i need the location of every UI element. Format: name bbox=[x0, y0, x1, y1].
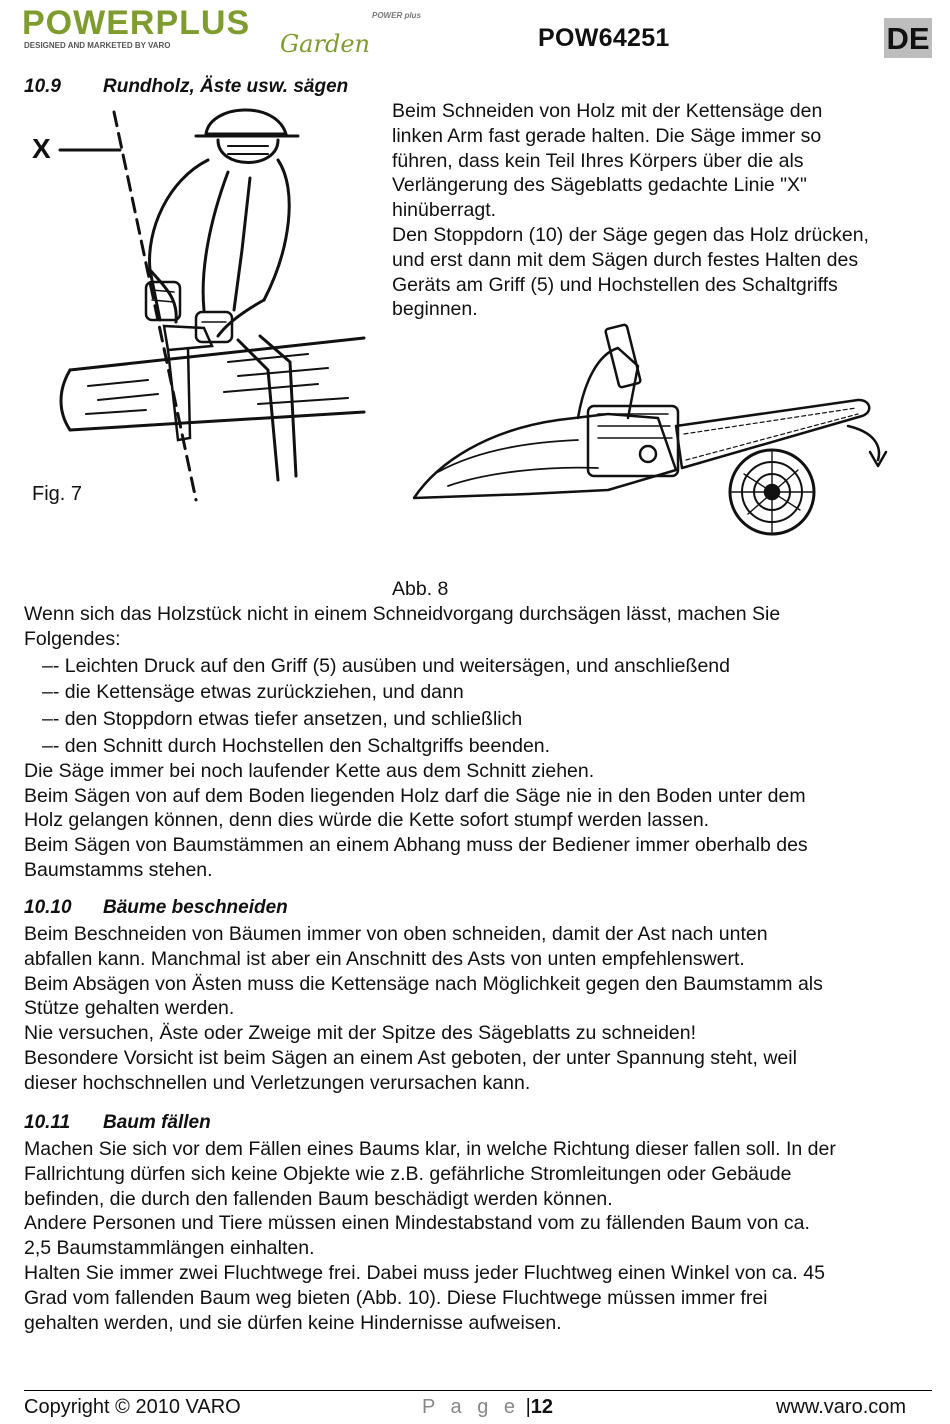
paragraph-line: Wenn sich das Holzstück nicht in einem Schneidvorgang durchsägen lässt, machen Sie bbox=[24, 603, 781, 625]
section-title: Rundholz, Äste usw. sägen bbox=[103, 76, 349, 97]
paragraph-line: beginnen. bbox=[392, 298, 478, 321]
paragraph-line: Den Stoppdorn (10) der Säge gegen das Holz drücken, bbox=[392, 223, 869, 246]
section-heading-10-9 bbox=[24, 76, 348, 98]
paragraph-line: Beim Schneiden von Holz mit der Kettensäge den bbox=[392, 100, 823, 122]
paragraph-line: dieser hochschnellen und Verletzungen verursachen kann. bbox=[24, 1071, 531, 1094]
paragraph-line: Beim Sägen von auf dem Boden liegenden Holz darf die Säge nie in den Boden unter dem bbox=[24, 784, 806, 807]
section-10-10-body bbox=[24, 922, 932, 1096]
paragraph-line: Besondere Vorsicht ist beim Sägen an einem Ast geboten, der unter Spannung steht, weil bbox=[24, 1046, 797, 1069]
paragraph-line: Machen Sie sich vor dem Fällen eines Baums klar, in welche Richtung dieser fallen soll. In der bbox=[24, 1138, 836, 1160]
paragraph-line: Folgendes: bbox=[24, 627, 121, 650]
language-badge: DE bbox=[884, 18, 932, 58]
footer-divider bbox=[24, 1390, 932, 1391]
footer-website-link[interactable]: www.varo.com bbox=[776, 1396, 907, 1418]
figure-8-caption: Abb. 8 bbox=[392, 578, 449, 600]
page-label: P a g e bbox=[422, 1396, 521, 1418]
section-number: 10.9 bbox=[24, 76, 61, 97]
powerplus-garden-logo bbox=[22, 4, 422, 56]
list-item: –- die Kettensäge etwas zurückziehen, und dann bbox=[42, 681, 464, 704]
paragraph-line: 2,5 Baumstammlängen einhalten. bbox=[24, 1237, 315, 1260]
page-number: 12 bbox=[530, 1396, 554, 1418]
section-heading-10-10 bbox=[24, 897, 288, 919]
section-title: Bäume beschneiden bbox=[103, 897, 288, 918]
footer-page-indicator bbox=[422, 1396, 553, 1419]
model-number: POW64251 bbox=[538, 24, 670, 52]
section-heading-10-11 bbox=[24, 1112, 211, 1134]
paragraph-line: befinden, die durch den fallenden Baum beschädigt werden können. bbox=[24, 1187, 613, 1210]
brand-badge: POWER plus bbox=[372, 11, 421, 20]
line-x-marker: X bbox=[32, 133, 51, 164]
section-title: Baum fällen bbox=[103, 1112, 211, 1133]
section-10-11-body bbox=[24, 1137, 932, 1335]
paragraph-line: Beim Beschneiden von Bäumen immer von oben schneiden, damit der Ast nach unten bbox=[24, 923, 768, 945]
paragraph-line: und erst dann mit dem Sägen durch festes Halten des bbox=[392, 248, 859, 271]
paragraph-line: hinüberragt. bbox=[392, 199, 497, 222]
paragraph-line: Holz gelangen können, denn dies würde die Kette sofort stumpf werden lassen. bbox=[24, 809, 710, 832]
paragraph-line: gehalten werden, und sie dürfen keine Hindernisse aufweisen. bbox=[24, 1311, 562, 1334]
paragraph-line: Beim Absägen von Ästen muss die Kettensäge nach Möglichkeit gegen den Baumstamm als bbox=[24, 972, 823, 995]
page-separator: | bbox=[525, 1396, 531, 1418]
paragraph-line: abfallen kann. Manchmal ist aber ein Anschnitt des Asts von unten empfehlenswert. bbox=[24, 947, 745, 970]
paragraph-line: führen, dass kein Teil Ihres Körpers über die als bbox=[392, 149, 804, 172]
brand-secondary: Garden bbox=[280, 30, 370, 56]
paragraph-line: Grad vom fallenden Baum weg bieten (Abb. 10). Diese Fluchtwege müssen immer frei bbox=[24, 1286, 768, 1309]
figure-8-illustration bbox=[408, 322, 928, 537]
list-item: –- den Stoppdorn etwas tiefer ansetzen, und schließlich bbox=[42, 708, 523, 731]
paragraph-line: Baumstamms stehen. bbox=[24, 858, 213, 881]
list-item: –- den Schnitt durch Hochstellen den Schaltgriffs beenden. bbox=[42, 734, 551, 757]
figure-7-label: Fig. 7 bbox=[32, 483, 83, 505]
list-item: –- Leichten Druck auf den Griff (5) ausüben und weitersägen, und anschließend bbox=[42, 654, 730, 677]
paragraph-line: Die Säge immer bei noch laufender Kette aus dem Schnitt ziehen. bbox=[24, 759, 595, 782]
section-number: 10.11 bbox=[24, 1112, 71, 1133]
section-number: 10.10 bbox=[24, 897, 72, 918]
section-10-9-intro bbox=[392, 99, 932, 322]
paragraph-line: Beim Sägen von Baumstämmen an einem Abhang muss der Bediener immer oberhalb des bbox=[24, 834, 808, 857]
paragraph-line: Stütze gehalten werden. bbox=[24, 997, 235, 1020]
brand-primary: POWERPLUS bbox=[22, 4, 251, 42]
brand-tagline: DESIGNED AND MARKETED BY VARO bbox=[24, 41, 171, 50]
paragraph-line: Halten Sie immer zwei Fluchtwege frei. Dabei muss jeder Fluchtweg einen Winkel von ca. 45 bbox=[24, 1261, 825, 1284]
paragraph-line: Andere Personen und Tiere müssen einen Mindestabstand vom zu fällenden Baum von ca. bbox=[24, 1212, 810, 1235]
paragraph-line: linken Arm fast gerade halten. Die Säge immer so bbox=[392, 124, 822, 147]
paragraph-line: Nie versuchen, Äste oder Zweige mit der Spitze des Sägeblatts zu schneiden! bbox=[24, 1022, 697, 1045]
paragraph-line: Verlängerung des Sägeblatts gedachte Linie "X" bbox=[392, 174, 807, 197]
section-10-9-body bbox=[24, 602, 932, 883]
footer-copyright: Copyright © 2010 VARO bbox=[24, 1396, 241, 1418]
paragraph-line: Geräts am Griff (5) und Hochstellen des Schaltgriffs bbox=[392, 273, 838, 296]
figure-7-illustration bbox=[28, 100, 368, 510]
paragraph-line: Fallrichtung dürfen sich keine Objekte wie z.B. gefährliche Stromleitungen oder Gebäude bbox=[24, 1162, 792, 1185]
